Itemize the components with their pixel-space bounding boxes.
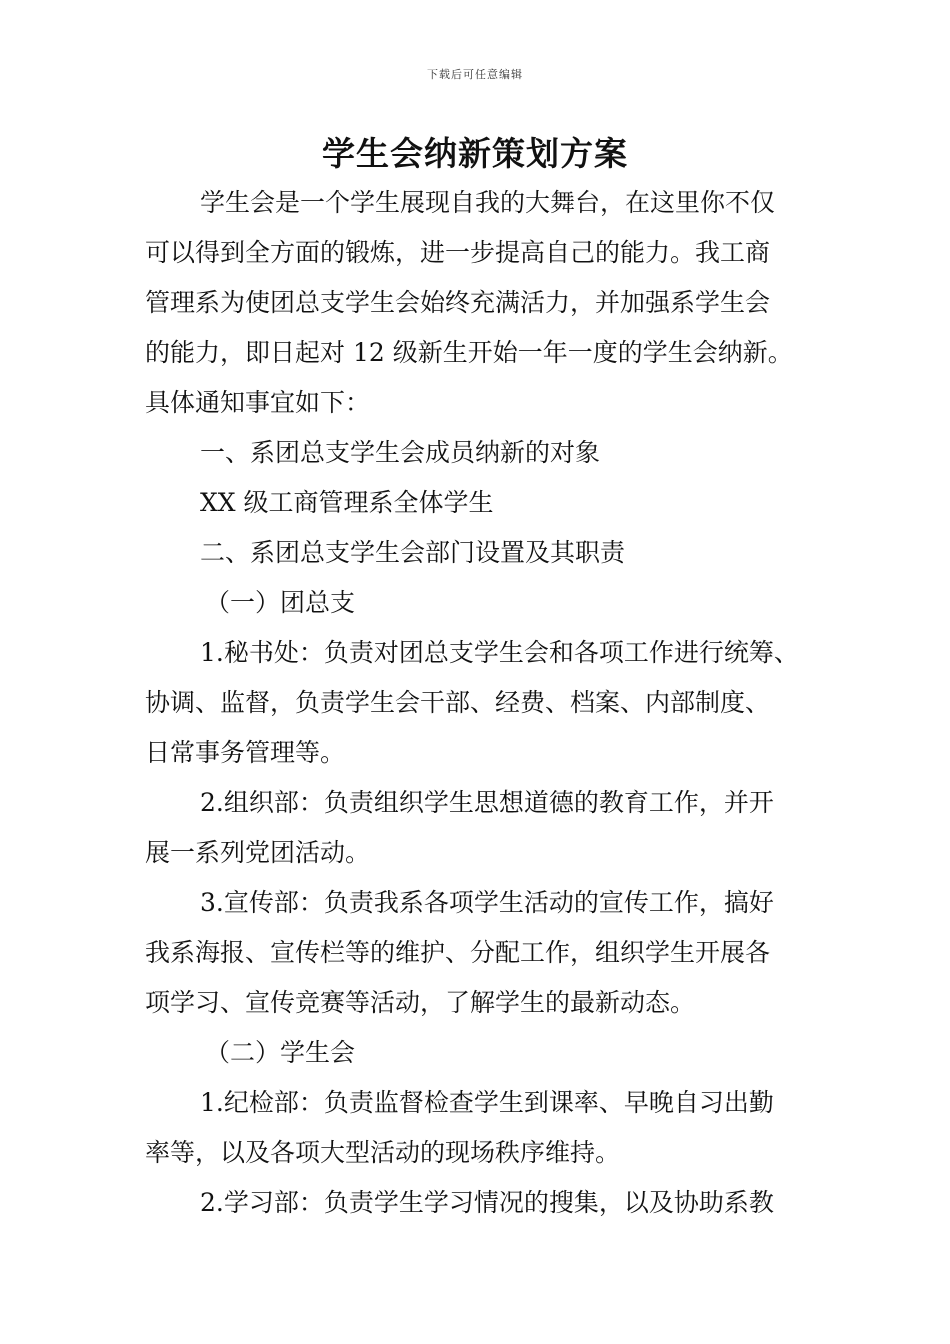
item-line: 项学习、宣传竞赛等活动，了解学生的最新动态。: [145, 988, 696, 1017]
item-line: 协调、监督，负责学生会干部、经费、档案、内部制度、: [145, 688, 771, 717]
item-line: 率等，以及各项大型活动的现场秩序维持。: [145, 1138, 621, 1167]
item-line: 2.学习部：负责学生学习情况的搜集，以及协助系教: [200, 1188, 774, 1217]
intro-line: 具体通知事宜如下：: [145, 388, 371, 417]
section-heading: 二、系团总支学生会部门设置及其职责: [200, 538, 626, 567]
section-content: XX 级工商管理系全体学生: [200, 488, 494, 517]
document-title: 学生会纳新策划方案: [322, 134, 628, 173]
subsection-heading: （二）学生会: [205, 1038, 356, 1067]
item-line: 日常事务管理等。: [145, 738, 346, 767]
item-line: 2.组织部：负责组织学生思想道德的教育工作，并开: [200, 788, 774, 817]
item-line: 展一系列党团活动。: [145, 838, 371, 867]
section-heading: 一、系团总支学生会成员纳新的对象: [200, 438, 601, 467]
subsection-heading: （一）团总支: [205, 588, 356, 617]
item-line: 1.秘书处：负责对团总支学生会和各项工作进行统筹、: [200, 638, 799, 667]
intro-line: 学生会是一个学生展现自我的大舞台，在这里你不仅: [200, 188, 776, 217]
document-body: [145, 178, 825, 1228]
intro-line: 管理系为使团总支学生会始终充满活力，并加强系学生会: [145, 288, 771, 317]
item-line: 3.宣传部：负责我系各项学生活动的宣传工作，搞好: [200, 888, 774, 917]
intro-line: 可以得到全方面的锻炼，进一步提高自己的能力。我工商: [145, 238, 771, 267]
item-line: 我系海报、宣传栏等的维护、分配工作，组织学生开展各: [145, 938, 771, 967]
item-line: 1.纪检部：负责监督检查学生到课率、早晚自习出勤: [200, 1088, 774, 1117]
header-note: 下载后可任意编辑: [427, 68, 523, 81]
intro-line: 的能力，即日起对 12 级新生开始一年一度的学生会纳新。: [145, 338, 793, 367]
